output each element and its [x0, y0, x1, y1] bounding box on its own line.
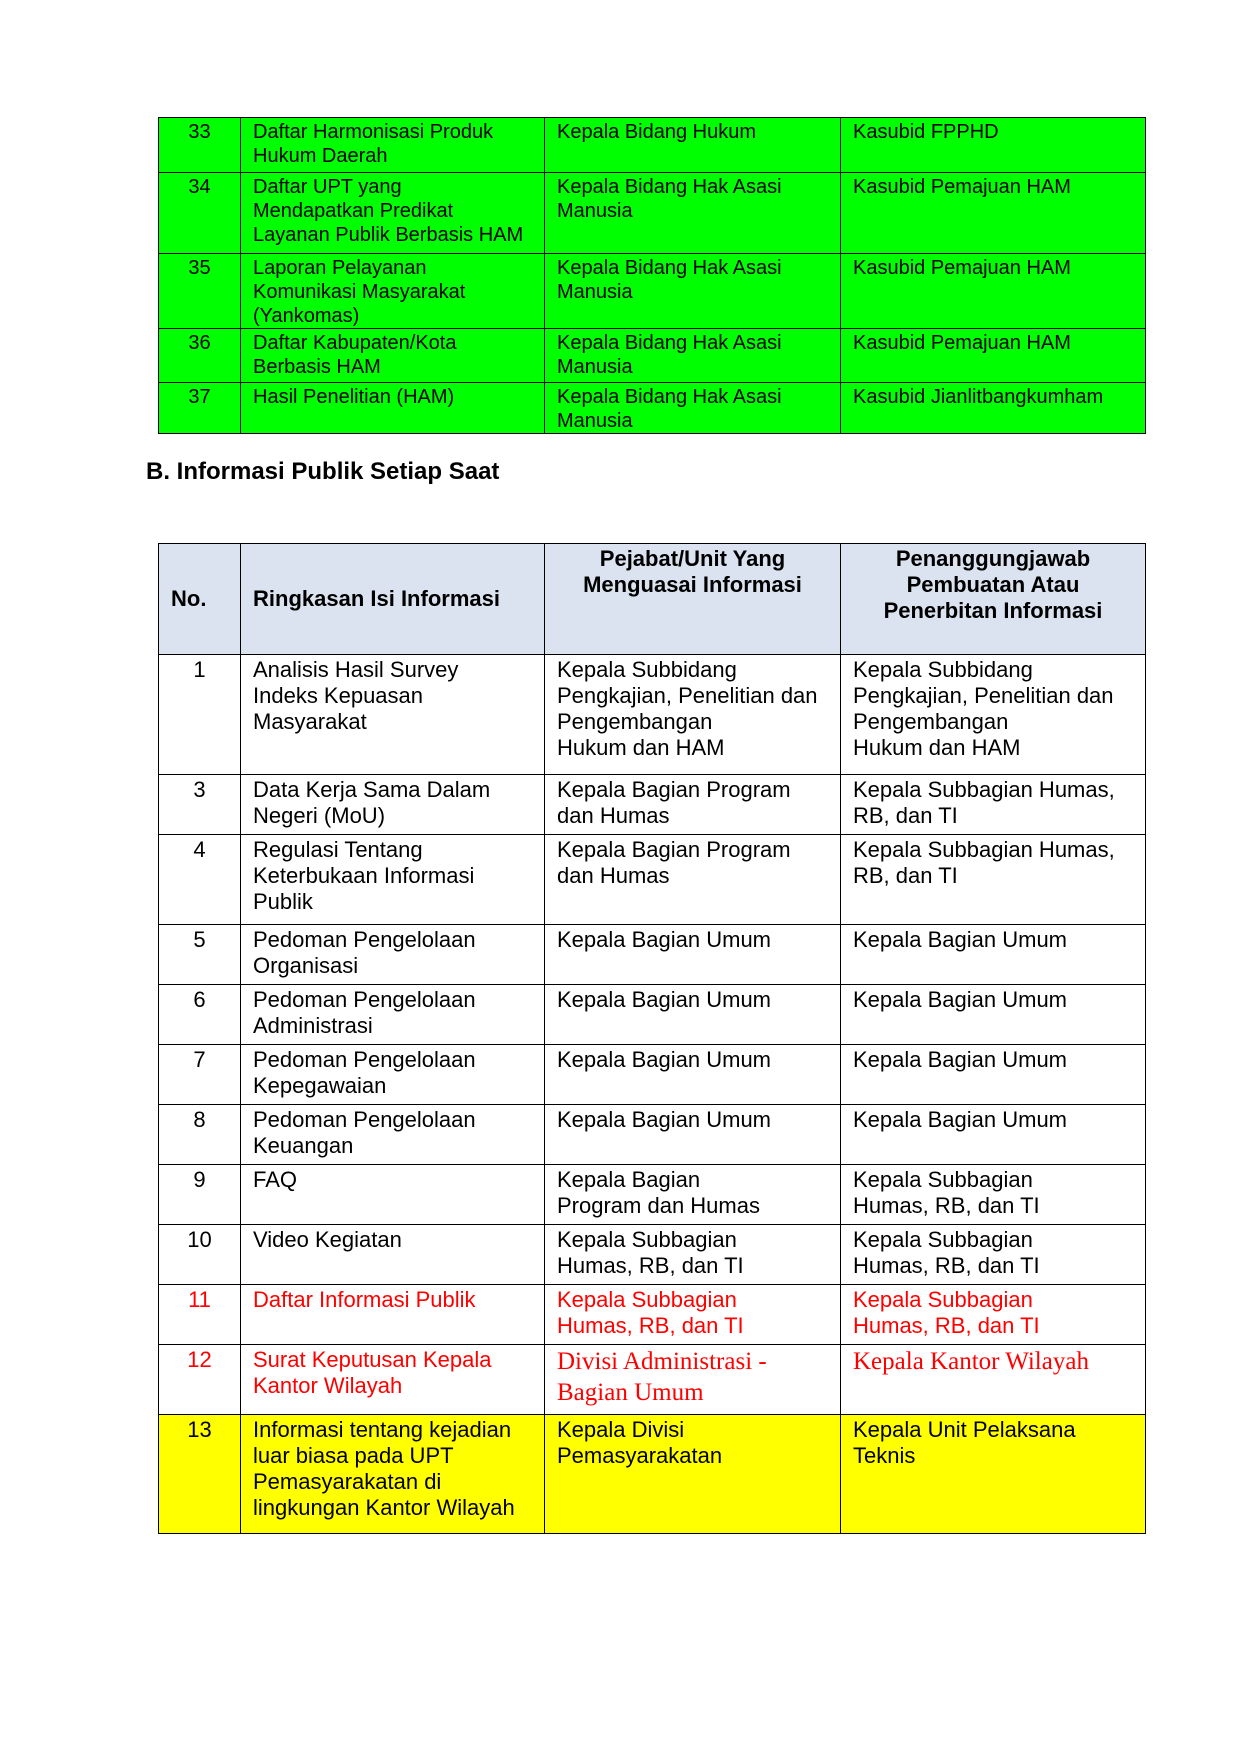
section-b-title: B. Informasi Publik Setiap Saat — [146, 458, 500, 485]
ringkasan-cell: Video Kegiatan — [241, 1225, 545, 1285]
row-number: 7 — [159, 1045, 241, 1105]
ringkasan-cell: Regulasi Tentang Keterbukaan Informasi Publik — [241, 835, 545, 925]
pejabat-cell: Divisi Administrasi - Bagian Umum — [545, 1345, 841, 1415]
penanggungjawab-cell: Kepala Bagian Umum — [841, 925, 1146, 985]
row-number: 1 — [159, 655, 241, 775]
row-number: 13 — [159, 1415, 241, 1534]
table-row — [159, 118, 1146, 173]
penanggungjawab-cell: Kepala Subbidang Pengkajian, Penelitian dan Pengembangan Hukum dan HAM — [841, 655, 1146, 775]
row-number: 5 — [159, 925, 241, 985]
pejabat-cell: Kepala Bidang Hak Asasi Manusia — [545, 254, 841, 329]
table-row — [159, 835, 1146, 925]
row-number: 36 — [159, 329, 241, 383]
row-number: 11 — [159, 1285, 241, 1345]
penanggungjawab-cell: Kepala Subbagian Humas, RB, dan TI — [841, 1165, 1146, 1225]
row-number: 9 — [159, 1165, 241, 1225]
ringkasan-cell: Pedoman Pengelolaan Administrasi — [241, 985, 545, 1045]
pejabat-cell: Kepala Bagian Program dan Humas — [545, 835, 841, 925]
penanggungjawab-cell: Kepala Subbagian Humas, RB, dan TI — [841, 775, 1146, 835]
pejabat-cell: Kepala Subbidang Pengkajian, Penelitian dan Pengembangan Hukum dan HAM — [545, 655, 841, 775]
pejabat-cell: Kepala Bagian Program dan Humas — [545, 775, 841, 835]
row-number: 4 — [159, 835, 241, 925]
table-row — [159, 985, 1146, 1045]
penanggungjawab-cell: Kepala Bagian Umum — [841, 985, 1146, 1045]
table-row — [159, 1345, 1146, 1415]
penanggungjawab-cell: Kepala Unit Pelaksana Teknis — [841, 1415, 1146, 1534]
pejabat-cell: Kepala Bidang Hak Asasi Manusia — [545, 329, 841, 383]
row-number: 8 — [159, 1105, 241, 1165]
ringkasan-cell: Data Kerja Sama Dalam Negeri (MoU) — [241, 775, 545, 835]
ringkasan-cell: Daftar Harmonisasi Produk Hukum Daerah — [241, 118, 545, 173]
table-row — [159, 1165, 1146, 1225]
pejabat-cell: Kepala Subbagian Humas, RB, dan TI — [545, 1225, 841, 1285]
row-number: 3 — [159, 775, 241, 835]
penanggungjawab-cell: Kasubid Pemajuan HAM — [841, 329, 1146, 383]
table-row — [159, 254, 1146, 329]
row-number: 34 — [159, 173, 241, 254]
pejabat-cell: Kepala Bagian Umum — [545, 1105, 841, 1165]
penanggungjawab-cell: Kepala Subbagian Humas, RB, dan TI — [841, 835, 1146, 925]
row-number: 6 — [159, 985, 241, 1045]
header-ringkasan: Ringkasan Isi Informasi — [241, 544, 545, 655]
penanggungjawab-cell: Kasubid FPPHD — [841, 118, 1146, 173]
penanggungjawab-cell: Kepala Kantor Wilayah — [841, 1345, 1146, 1415]
pejabat-cell: Kepala Bagian Umum — [545, 1045, 841, 1105]
ringkasan-cell: Daftar Informasi Publik — [241, 1285, 545, 1345]
row-number: 33 — [159, 118, 241, 173]
penanggungjawab-cell: Kepala Bagian Umum — [841, 1105, 1146, 1165]
row-number: 37 — [159, 383, 241, 434]
pejabat-cell: Kepala Bagian Program dan Humas — [545, 1165, 841, 1225]
ringkasan-cell: Laporan Pelayanan Komunikasi Masyarakat (Yankomas) — [241, 254, 545, 329]
penanggungjawab-cell: Kasubid Pemajuan HAM — [841, 173, 1146, 254]
header-pejabat: Pejabat/Unit Yang Menguasai Informasi — [545, 544, 841, 655]
penanggungjawab-cell: Kepala Subbagian Humas, RB, dan TI — [841, 1285, 1146, 1345]
penanggungjawab-cell: Kasubid Jianlitbangkumham — [841, 383, 1146, 434]
pejabat-cell: Kepala Bidang Hukum — [545, 118, 841, 173]
ringkasan-cell: Daftar UPT yang Mendapatkan Predikat Layanan Publik Berbasis HAM — [241, 173, 545, 254]
ringkasan-cell: Daftar Kabupaten/Kota Berbasis HAM — [241, 329, 545, 383]
row-number: 12 — [159, 1345, 241, 1415]
table-row — [159, 775, 1146, 835]
row-number: 10 — [159, 1225, 241, 1285]
penanggungjawab-cell: Kepala Subbagian Humas, RB, dan TI — [841, 1225, 1146, 1285]
table-row — [159, 1045, 1146, 1105]
table-row — [159, 1415, 1146, 1534]
table-row — [159, 655, 1146, 775]
header-no: No. — [159, 544, 241, 655]
ringkasan-cell: Pedoman Pengelolaan Organisasi — [241, 925, 545, 985]
table-b-informasi-setiap-saat — [158, 543, 1146, 1534]
ringkasan-cell: FAQ — [241, 1165, 545, 1225]
ringkasan-cell: Hasil Penelitian (HAM) — [241, 383, 545, 434]
penanggungjawab-cell: Kepala Bagian Umum — [841, 1045, 1146, 1105]
table-row — [159, 1285, 1146, 1345]
table-row — [159, 329, 1146, 383]
ringkasan-cell: Informasi tentang kejadian luar biasa pada UPT Pemasyarakatan di lingkungan Kantor Wilayah — [241, 1415, 545, 1534]
pejabat-cell: Kepala Divisi Pemasyarakatan — [545, 1415, 841, 1534]
table-header-row — [159, 544, 1146, 655]
table-row — [159, 1105, 1146, 1165]
table-row — [159, 1225, 1146, 1285]
pejabat-cell: Kepala Bidang Hak Asasi Manusia — [545, 383, 841, 434]
table-row — [159, 173, 1146, 254]
ringkasan-cell: Pedoman Pengelolaan Kepegawaian — [241, 1045, 545, 1105]
pejabat-cell: Kepala Bidang Hak Asasi Manusia — [545, 173, 841, 254]
ringkasan-cell: Surat Keputusan Kepala Kantor Wilayah — [241, 1345, 545, 1415]
ringkasan-cell: Analisis Hasil Survey Indeks Kepuasan Masyarakat — [241, 655, 545, 775]
ringkasan-cell: Pedoman Pengelolaan Keuangan — [241, 1105, 545, 1165]
table-row — [159, 925, 1146, 985]
row-number: 35 — [159, 254, 241, 329]
table-row — [159, 383, 1146, 434]
pejabat-cell: Kepala Bagian Umum — [545, 985, 841, 1045]
header-penanggungjawab: Penanggungjawab Pembuatan Atau Penerbitan Informasi — [841, 544, 1146, 655]
pejabat-cell: Kepala Subbagian Humas, RB, dan TI — [545, 1285, 841, 1345]
pejabat-cell: Kepala Bagian Umum — [545, 925, 841, 985]
penanggungjawab-cell: Kasubid Pemajuan HAM — [841, 254, 1146, 329]
table-a-continuation — [158, 117, 1146, 434]
